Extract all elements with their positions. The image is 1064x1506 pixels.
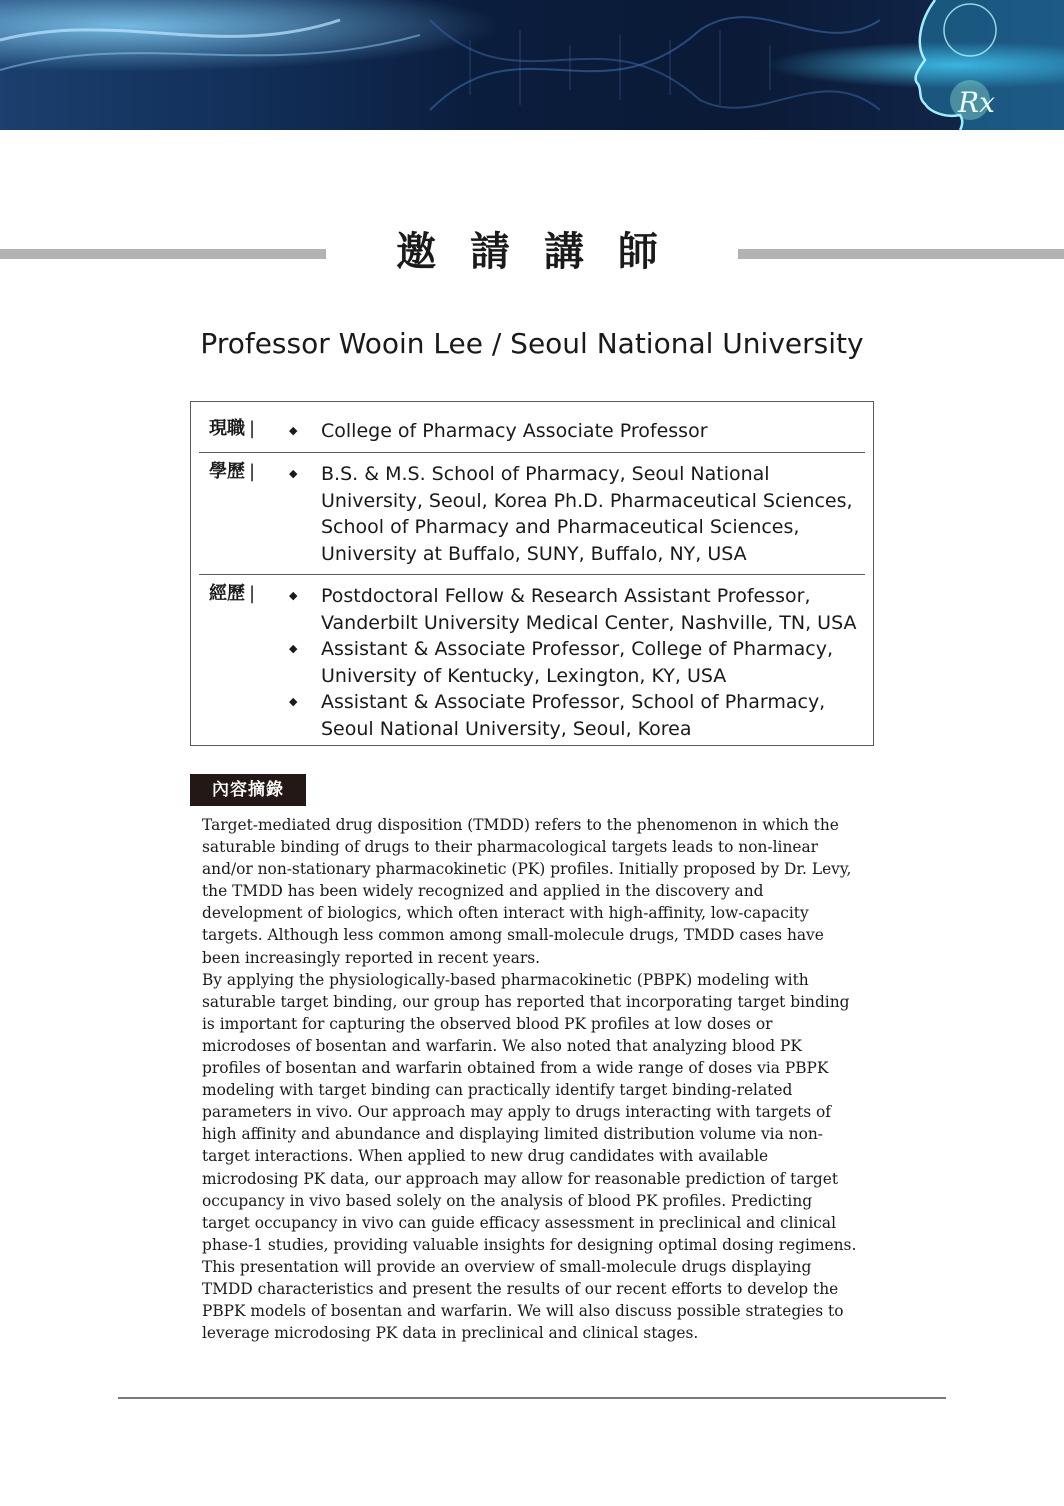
list-item bbox=[283, 689, 863, 742]
row-label bbox=[209, 581, 255, 607]
row-label bbox=[209, 416, 255, 442]
section-title: 邀 請 講 師 bbox=[396, 229, 668, 275]
header-banner bbox=[0, 0, 1064, 130]
item-text: B.S. & M.S. School of Pharmacy, Seoul National University, Seoul, Korea Ph.D. Pharmaceutical Sciences, School of Pharmacy and Pharmaceutical Sciences, University at Buffalo, SUNY, Buffalo, NY, USA bbox=[321, 463, 853, 565]
bullet-icon: ◆ bbox=[289, 424, 298, 437]
list-item bbox=[283, 418, 863, 445]
bullet-icon: ◆ bbox=[289, 589, 298, 602]
bottom-divider bbox=[118, 1397, 946, 1399]
list-item bbox=[283, 636, 863, 689]
bullet-icon: ◆ bbox=[289, 467, 298, 480]
list-item bbox=[283, 583, 863, 636]
education-list bbox=[283, 461, 863, 567]
bullet-icon: ◆ bbox=[289, 695, 298, 708]
row-experience bbox=[199, 575, 865, 743]
item-text: Assistant & Associate Professor, School of Pharmacy, Seoul National University, Seoul, Korea bbox=[321, 691, 826, 740]
bullet-icon: ◆ bbox=[289, 642, 298, 655]
label-separator: | bbox=[249, 583, 256, 604]
label-experience: 經歷 bbox=[209, 583, 245, 604]
item-text: College of Pharmacy Associate Professor bbox=[321, 420, 708, 442]
abstract-paragraph: Target-mediated drug disposition (TMDD) refers to the phenomenon in which the saturable binding of drugs to their pharmacological targets leads to non-linear and/or non-stationary pharmacokinetic (PK) profiles. Initially proposed by Dr. Levy, the TMDD has been widely recognized and applied in the discovery and development of biologics, which often interact with high-affinity, low-capacity targets. Although less common among small-molecule drugs, TMDD cases have been increasingly reported in recent years. bbox=[202, 816, 852, 967]
abstract-label: 內容摘錄 bbox=[190, 774, 306, 806]
title-rule-left bbox=[0, 249, 326, 259]
abstract-body bbox=[202, 814, 858, 1344]
row-education bbox=[199, 453, 865, 575]
item-text: Postdoctoral Fellow & Research Assistant Professor, Vanderbilt University Medical Center, Nashville, TN, USA bbox=[321, 585, 857, 634]
abstract-paragraph: This presentation will provide an overview of small-molecule drugs displaying TMDD characteristics and present the results of our recent efforts to develop the PBPK models of bosentan and warfarin. We will also discuss possible strategies to leverage microdosing PK data in preclinical and clinical stages. bbox=[202, 1257, 844, 1343]
current-position-list bbox=[283, 418, 863, 445]
list-item bbox=[283, 461, 863, 567]
speaker-name: Professor Wooin Lee / Seoul National University bbox=[200, 327, 864, 360]
abstract-paragraph: By applying the physiologically-based pharmacokinetic (PBPK) modeling with saturable target binding, our group has reported that incorporating target binding is important for capturing the observed blood PK profiles at low doses or microdoses of bosentan and warfarin. We also noted that analyzing blood PK profiles of bosentan and warfarin obtained from a wide range of doses via PBPK modeling with target binding can practically identify target binding-related parameters in vivo. Our approach may apply to drugs interacting with targets of high affinity and abundance and displaying limited distribution volume via non-target interactions. When applied to new drug candidates with available microdosing PK data, our approach may allow for reasonable prediction of target occupancy in vivo based solely on the analysis of blood PK profiles. Predicting target occupancy in vivo can guide efficacy assessment in preclinical and clinical phase-1 studies, providing valuable insights for designing optimal dosing regimens. bbox=[202, 970, 857, 1254]
row-label bbox=[209, 459, 255, 485]
label-education: 學歷 bbox=[209, 461, 245, 482]
rx-logo: Rx bbox=[958, 86, 995, 119]
label-separator: | bbox=[249, 461, 256, 482]
item-text: Assistant & Associate Professor, College of Pharmacy, University of Kentucky, Lexington, KY, USA bbox=[321, 638, 834, 687]
label-current-position: 現職 bbox=[209, 418, 245, 439]
speaker-info-table bbox=[190, 401, 874, 746]
banner-graphic bbox=[0, 0, 1064, 130]
row-current-position bbox=[199, 410, 865, 453]
title-rule-right bbox=[738, 249, 1064, 259]
experience-list bbox=[283, 583, 863, 742]
label-separator: | bbox=[249, 418, 256, 439]
